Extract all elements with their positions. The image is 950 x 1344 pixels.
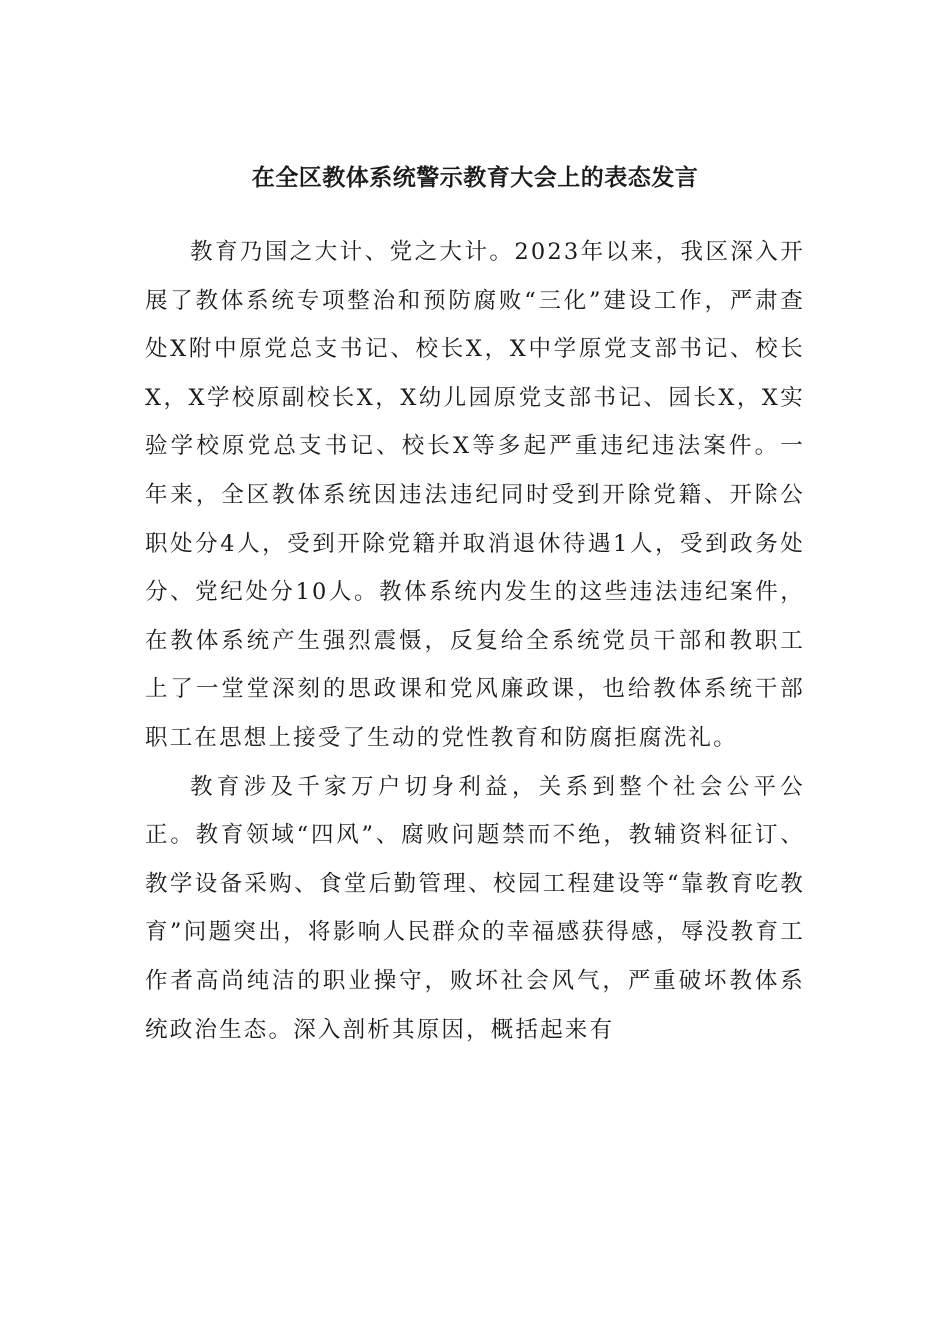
document-title: 在全区教体系统警示教育大会上的表态发言 — [251, 164, 699, 191]
paragraph-2: 教育涉及千家万户切身利益，关系到整个社会公平公正。教育领域“四风”、腐败问题禁而不绝，教辅资料征订、教学设备采购、食堂后勤管理、校园工程建设等“靠教育吃教育”问题突出，将影响人民群众的幸福感获得感，辱没教育工作者高尚纯洁的职业操守，败坏社会风气，严重破坏教体系统政治生态。深入剖析其原因，概括起来有 — [145, 773, 805, 1043]
paragraph-1: 教育乃国之大计、党之大计。2023年以来，我区深入开展了教体系统专项整治和预防腐败“三化”建设工作，严肃查处X附中原党总支书记、校长X，X中学原党支部书记、校长X，X学校原副校长X，X幼儿园原党支部书记、园长X，X实验学校原党总支书记、校长X等多起严重违纪违法案件。一年来，全区教体系统因违法违纪同时受到开除党籍、开除公职处分4人，受到开除党籍并取消退休待遇1人，受到政务处分、党纪处分10人。教体系统内发生的这些违法违纪案件，在教体系统产生强烈震慑，反复给全系统党员干部和教职工上了一堂堂深刻的思政课和党风廉政课，也给教体系统干部职工在思想上接受了生动的党性教育和防腐拒腐洗礼。 — [145, 239, 805, 751]
document-body — [145, 228, 805, 1054]
